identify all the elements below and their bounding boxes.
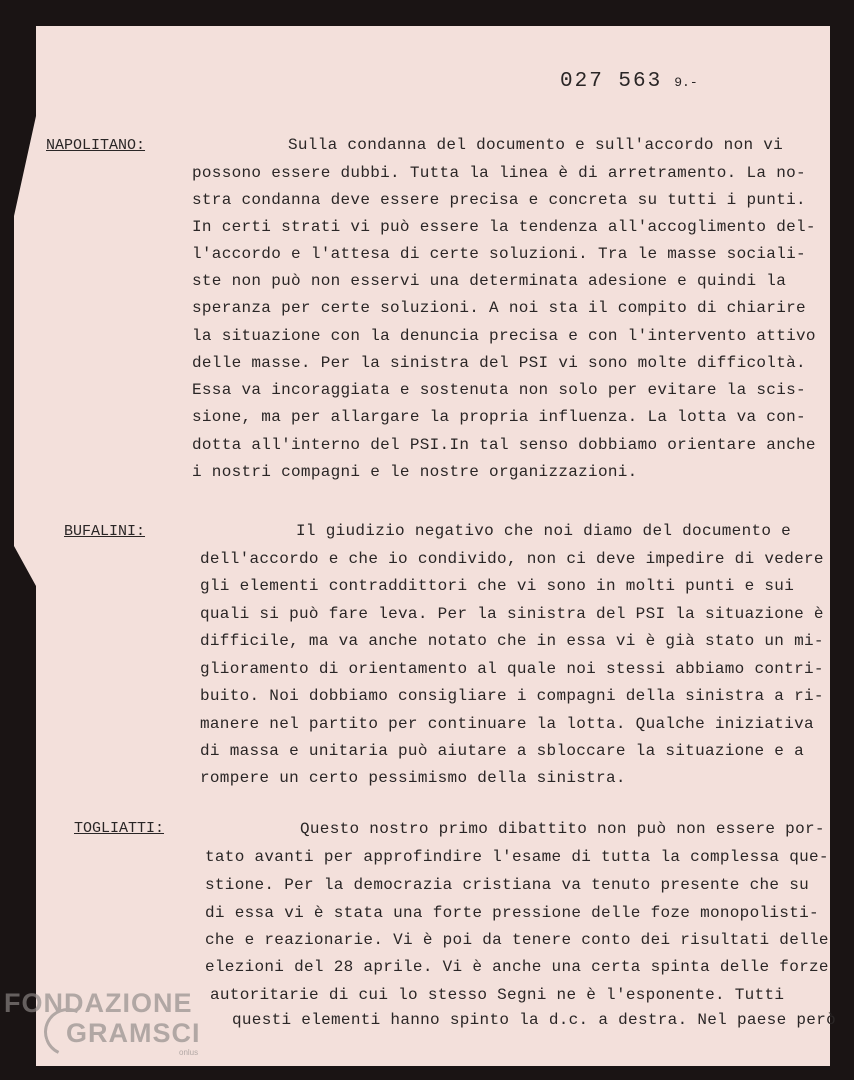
speaker-togliatti: TOGLIATTI: bbox=[74, 820, 165, 837]
speaker-napolitano: NAPOLITANO: bbox=[46, 137, 146, 154]
text-line: rompere un certo pessimismo della sinistra. bbox=[200, 769, 626, 787]
text-line: questi elementi hanno spinto la d.c. a destra. Nel paese però bbox=[232, 1011, 836, 1029]
text-line: di massa e unitaria può aiutare a sbloccare la situazione e a bbox=[200, 742, 804, 760]
text-line: che e reazionarie. Vi è poi da tenere conto dei risultati delle bbox=[205, 931, 829, 949]
watermark-line-1: FONDAZIONE bbox=[4, 988, 193, 1018]
text-line: tato avanti per approfindire l'esame di tutta la complessa que- bbox=[205, 848, 829, 866]
text-line: Il giudizio negativo che noi diamo del documento e bbox=[296, 522, 792, 540]
doc-number: 027 563 bbox=[560, 70, 663, 93]
text-line: Questo nostro primo dibattito non può non essere por- bbox=[300, 820, 825, 838]
page-number: 9.- bbox=[674, 75, 698, 90]
text-line: Essa va incoraggiata e sostenuta non solo per evitare la scis- bbox=[192, 381, 806, 399]
text-line: delle masse. Per la sinistra del PSI vi sono molte difficoltà. bbox=[192, 354, 806, 372]
text-line: Sulla condanna del documento e sull'accordo non vi bbox=[288, 136, 784, 154]
text-line: In certi strati vi può essere la tendenza all'accoglimento del- bbox=[192, 218, 816, 236]
text-line: ste non può non esservi una determinata adesione e quindi la bbox=[192, 272, 787, 290]
watermark-line-3: onlus bbox=[179, 1048, 199, 1057]
text-line: dotta all'interno del PSI.In tal senso dobbiamo orientare anche bbox=[192, 436, 816, 454]
text-line: speranza per certe soluzioni. A noi sta il compito di chiarire bbox=[192, 299, 806, 317]
text-line: elezioni del 28 aprile. Vi è anche una certa spinta delle forze bbox=[205, 958, 829, 976]
text-line: sione, ma per allargare la propria influenza. La lotta va con- bbox=[192, 408, 806, 426]
text-line: buito. Noi dobbiamo consigliare i compagni della sinistra a ri- bbox=[200, 687, 824, 705]
archive-number bbox=[560, 70, 698, 93]
text-line: stione. Per la democrazia cristiana va tenuto presente che su bbox=[205, 876, 809, 894]
text-line: possono essere dubbi. Tutta la linea è di arretramento. La no- bbox=[192, 164, 806, 182]
text-line: quali si può fare leva. Per la sinistra del PSI la situazione è bbox=[200, 605, 824, 623]
text-line: autoritarie di cui lo stesso Segni ne è l'esponente. Tutti bbox=[210, 986, 785, 1004]
watermark-line-2: GRAMSCI bbox=[66, 1018, 201, 1048]
text-line: i nostri compagni e le nostre organizzazioni. bbox=[192, 463, 638, 481]
text-line: manere nel partito per continuare la lotta. Qualche iniziativa bbox=[200, 715, 814, 733]
speaker-bufalini: BUFALINI: bbox=[64, 523, 146, 540]
text-line: glioramento di orientamento al quale noi stessi abbiamo contri- bbox=[200, 660, 824, 678]
text-line: gli elementi contraddittori che vi sono in molti punti e sui bbox=[200, 577, 795, 595]
text-line: dell'accordo e che io condivido, non ci deve impedire di vedere bbox=[200, 550, 824, 568]
text-line: la situazione con la denuncia precisa e con l'intervento attivo bbox=[192, 327, 816, 345]
text-line: di essa vi è stata una forte pressione delle foze monopolisti- bbox=[205, 904, 819, 922]
text-line: stra condanna deve essere precisa e concreta su tutti i punti. bbox=[192, 191, 806, 209]
text-line: l'accordo e l'attesa di certe soluzioni. Tra le masse sociali- bbox=[192, 245, 806, 263]
text-line: difficile, ma va anche notato che in essa vi è già stato un mi- bbox=[200, 632, 824, 650]
